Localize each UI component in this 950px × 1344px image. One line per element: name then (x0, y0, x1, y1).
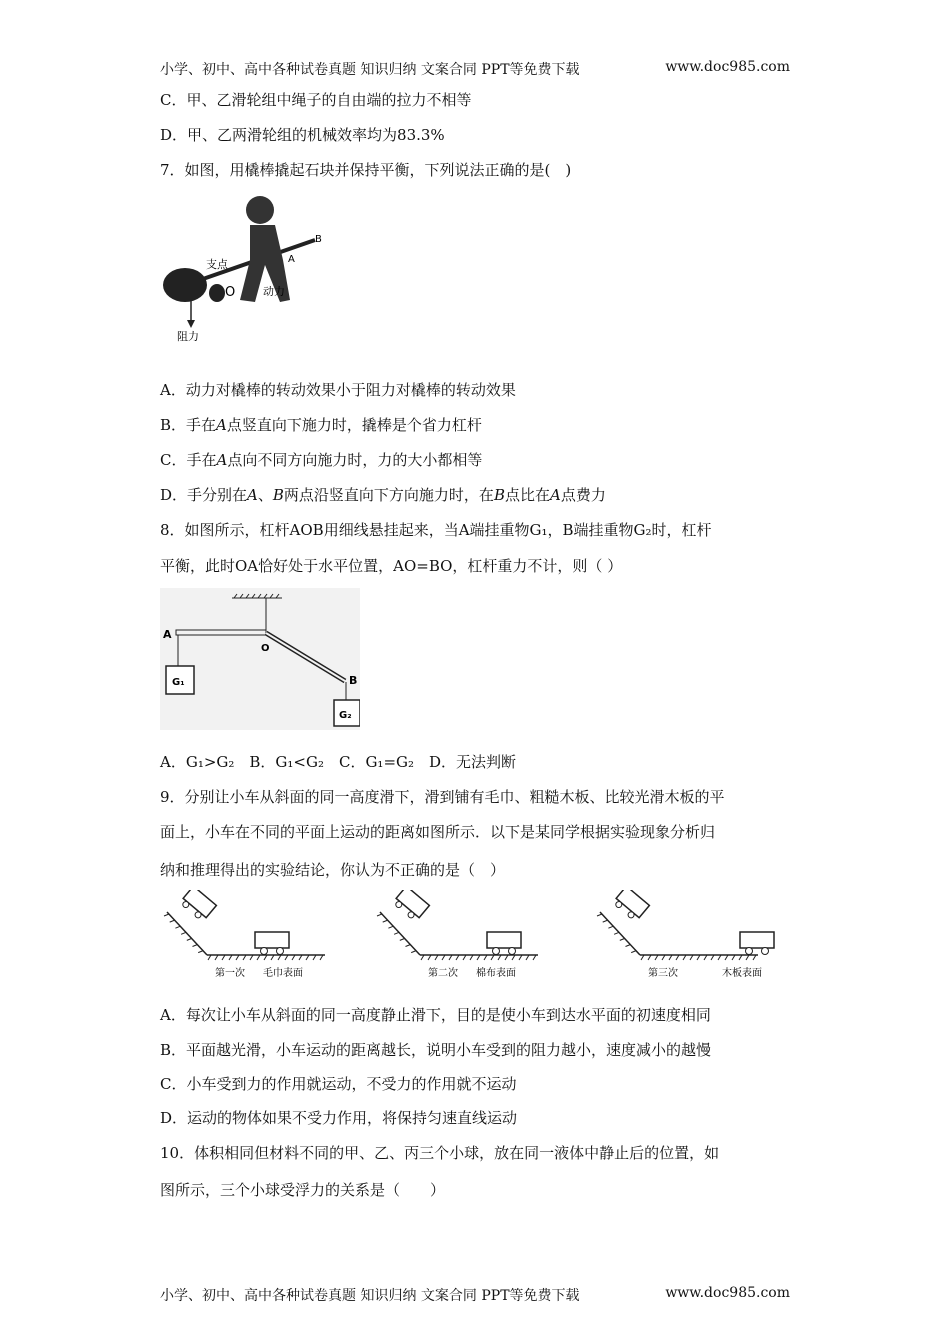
label-g1: G₁ (172, 677, 185, 688)
label-o: O (261, 643, 270, 654)
footer-url: www.doc985.com (665, 1285, 790, 1301)
label-a: A (163, 628, 172, 641)
point-a: A (216, 451, 228, 469)
q7-stem: 7．如图，用橇棒撬起石块并保持平衡，下列说法正确的是( ) (160, 161, 572, 179)
surface-label: 木板表面 (722, 968, 762, 979)
label-fulcrum: 支点 (206, 258, 228, 271)
q9-option-d: D．运动的物体如果不受力作用，将保持匀速直线运动 (160, 1109, 518, 1127)
point-b: B (272, 486, 284, 504)
q6-option-c: C．甲、乙滑轮组中绳子的自由端的拉力不相等 (160, 91, 472, 109)
q7-lever-figure (155, 190, 325, 350)
text: B．手在 (160, 416, 217, 434)
surface-label: 毛巾表面 (263, 968, 303, 979)
page-footer (160, 1285, 790, 1305)
q8-lever-figure (160, 588, 360, 730)
q9-stem-line3: 纳和推理得出的实验结论，你认为不正确的是（ ） (160, 861, 506, 879)
point-a: A (216, 416, 227, 434)
q7-option-a: A．动力对橇棒的转动效果小于阻力对橇棒的转动效果 (160, 381, 516, 399)
q9-stem-line2: 面上，小车在不同的平面上运动的距离如图所示．以下是某同学根据实验现象分析归 (160, 823, 716, 841)
text: C．手在 (160, 451, 217, 469)
q10-stem-line1: 10．体积相同但材料不同的甲、乙、丙三个小球，放在同一液体中静止后的位置，如 (160, 1144, 720, 1162)
q9-stem-line1: 9．分别让小车从斜面的同一高度滑下，滑到铺有毛巾、粗糙木板、比较光滑木板的平 (160, 788, 725, 806)
q10-stem-line2: 图所示，三个小球受浮力的关系是（ ） (160, 1181, 446, 1199)
q8-stem-line1: 8．如图所示，杠杆AOB用细线悬挂起来，当A端挂重物G₁，B端挂重物G₂时，杠杆 (160, 521, 712, 539)
trial-label: 第二次 (428, 968, 458, 979)
label-b: B (349, 674, 358, 687)
surface-label: 棉布表面 (476, 968, 516, 979)
trial-label: 第三次 (648, 968, 678, 979)
text: 点向不同方向施力时，力的大小都相等 (227, 451, 483, 469)
text: 点竖直向下施力时，撬棒是个省力杠杆 (226, 416, 482, 434)
trial-label: 第一次 (215, 968, 245, 979)
q9-option-a: A．每次让小车从斜面的同一高度静止滑下，目的是使小车到达水平面的初速度相同 (160, 1006, 711, 1024)
q9-cart-figures (155, 890, 800, 990)
q7-option-d (160, 485, 606, 505)
text: 点比在 (504, 486, 550, 504)
text: D．手分别在 (160, 486, 248, 504)
cart-figure-1 (164, 890, 325, 979)
text: 点费力 (560, 486, 606, 504)
text: 两点沿竖直向下方向施力时，在 (283, 486, 494, 504)
label-effort: 动力 (263, 285, 285, 298)
q6-option-d: D．甲、乙两滑轮组的机械效率均为83.3% (160, 126, 445, 144)
cart-figure-3 (597, 890, 774, 979)
q7-option-b (160, 415, 482, 435)
q8-stem-line2: 平衡，此时OA恰好处于水平位置，AO=BO，杠杆重力不计，则（ ） (160, 557, 623, 575)
label-g2: G₂ (339, 710, 352, 721)
q9-option-c: C．小车受到力的作用就运动，不受力的作用就不运动 (160, 1075, 517, 1093)
text: 、 (257, 486, 273, 504)
header-url: www.doc985.com (665, 59, 790, 75)
footer-text: 小学、初中、高中各种试卷真题 知识归纳 文案合同 PPT等免费下载 (160, 1288, 580, 1304)
label-b: B (315, 234, 322, 245)
page-header (160, 59, 790, 79)
point-a: A (247, 486, 258, 504)
q8-options: A．G₁>G₂ B．G₁<G₂ C．G₁=G₂ D．无法判断 (160, 753, 517, 771)
q9-option-b: B．平面越光滑，小车运动的距离越长，说明小车受到的阻力越小，速度减小的越慢 (160, 1041, 712, 1059)
point-b: B (493, 486, 505, 504)
q7-option-c (160, 450, 482, 470)
label-a: A (288, 254, 295, 265)
label-o: O (225, 285, 236, 300)
label-resistance: 阻力 (177, 330, 199, 343)
point-a: A (549, 486, 561, 504)
header-text: 小学、初中、高中各种试卷真题 知识归纳 文案合同 PPT等免费下载 (160, 62, 580, 78)
cart-figure-2 (377, 890, 538, 979)
